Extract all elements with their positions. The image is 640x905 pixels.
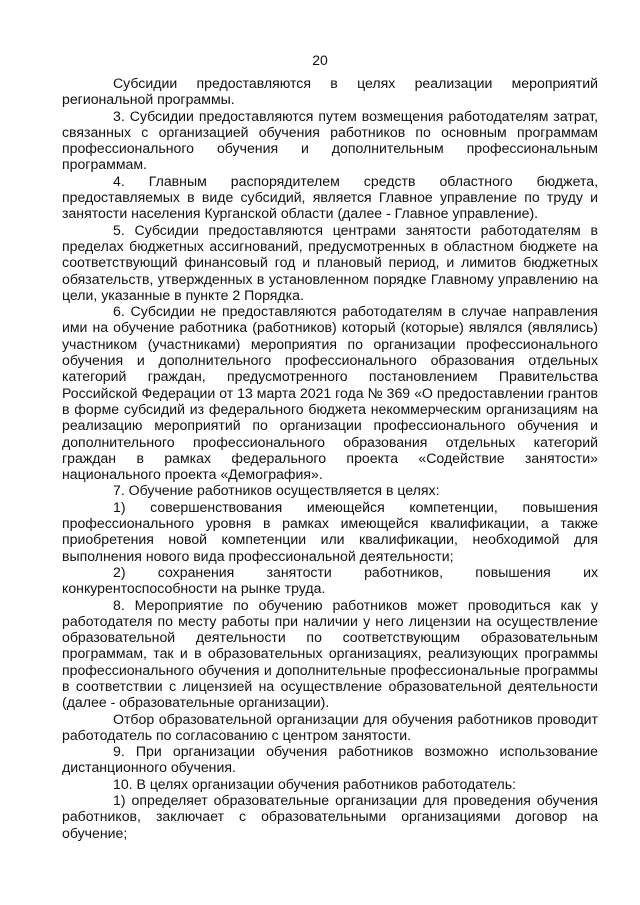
page-number: 20 bbox=[312, 52, 328, 68]
paragraph-item-4: 4. Главным распорядителем средств областного бюджета, предоставляемых в виде субсидий, является Главное управление по труду и занятости населения Курганской области (далее - Главное управление). bbox=[62, 172, 598, 222]
paragraph-item-7: 7. Обучение работников осуществляется в целях: bbox=[113, 482, 440, 499]
paragraph-subsidy-purpose: Субсидии предоставляются в целях реализации мероприятий региональной программы. bbox=[62, 75, 598, 108]
document-body bbox=[62, 75, 598, 841]
paragraph-item-3: 3. Субсидии предоставляются путем возмещения работодателям затрат, связанных с организацией обучения работников по основным программам профессионального обучения и дополнительным профессиональным программам. bbox=[62, 107, 598, 173]
paragraph-item-7-1: 1) совершенствования имеющейся компетенции, повышения профессионального уровня в рамках имеющейся квалификации, а также приобретения новой компетенции или квалификации, необходимой для выполнения нового вида профессиональной деятельности; bbox=[62, 498, 598, 564]
paragraph-item-8: 8. Мероприятие по обучению работников может проводиться как у работодателя по месту работы при наличии у него лицензии на осуществление образовательной деятельности по соответствующим образовательным программам, так и в образовательных организациях, реализующих программы профессионального обучения и дополнительные профессиональные программы в соответствии с лицензией на осуществление образовательной деятельности (далее - образовательные организации). bbox=[62, 596, 598, 711]
paragraph-item-5: 5. Субсидии предоставляются центрами занятости работодателям в пределах бюджетных ассигнований, предусмотренных в областном бюджете на соответствующий финансовый год и плановый период, и лимитов бюджетных обязательств, утвержденных в установленном порядке Главному управлению на цели, указанные в пункте 2 Порядка. bbox=[62, 221, 598, 303]
paragraph-item-10-1: 1) определяет образовательные организации для проведения обучения работников, заключает с образовательными организациями договор на обучение; bbox=[62, 792, 598, 841]
paragraph-item-6: 6. Субсидии не предоставляются работодателям в случае направления ими на обучение работника (работников) который (которые) являлся (являлись) участником (участниками) мероприятия по организации профессионального обучения и дополнительного профессионального образования отдельных категорий граждан, предусмотренного постановлением Правительства Российской Федерации от 13 марта 2021 года № 369 «О предоставлении грантов в форме субсидий из федерального бюджета некоммерческим организациям на реализацию мероприятий по организации профессионального обучения и дополнительного профессионального образования отдельных категорий граждан в рамках федерального проекта «Содействие занятости» национального проекта «Демография». bbox=[62, 303, 598, 483]
paragraph-item-10: 10. В целях организации обучения работников работодатель: bbox=[113, 775, 516, 792]
paragraph-selection: Отбор образовательной организации для обучения работников проводит работодатель по согласованию с центром занятости. bbox=[62, 710, 598, 743]
paragraph-item-7-2: 2) сохранения занятости работников, повышения их конкурентоспособности на рынке труда. bbox=[62, 563, 598, 597]
paragraph-item-9: 9. При организации обучения работников возможно использование дистанционного обучения. bbox=[62, 743, 598, 776]
